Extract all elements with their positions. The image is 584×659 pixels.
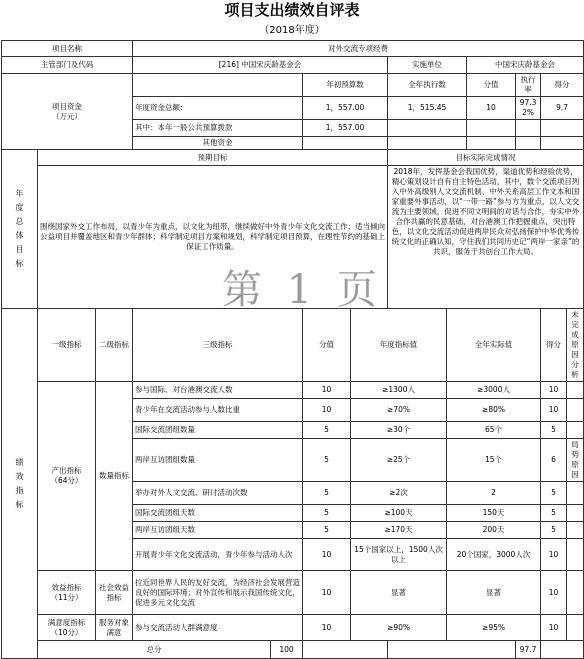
indicator-actual: 20个国家，3000人次: [447, 539, 541, 571]
indicator-target: ≥2次: [351, 482, 447, 505]
total-target-blank: [303, 641, 388, 659]
funds-sub-label: 其中：本年一般公共预算拨款: [133, 120, 303, 137]
indicator-name: 参与交流活动人群满意度: [133, 615, 303, 641]
funds-label: [2, 74, 133, 150]
funds-sub-got: [541, 120, 584, 137]
indicator-target: ≥1300人: [351, 382, 447, 399]
indicator-target: ≥100天: [351, 505, 447, 522]
quantity-label: 数量指标: [96, 382, 133, 571]
perf-header-reason: 未完成原因分析: [567, 309, 584, 382]
indicator-reason: [567, 571, 584, 615]
funds-sub-budget: 1，557.00: [303, 120, 388, 137]
indicator-got: 10: [541, 539, 567, 571]
funds-header-score: 分值: [467, 74, 516, 97]
funds-other-executed: [388, 137, 467, 150]
indicator-actual: 150天: [447, 505, 541, 522]
total-label: 总分: [38, 641, 271, 659]
dept-value: [216] 中国宋庆龄基金会: [133, 57, 388, 74]
funds-header-rate: 执行率: [516, 74, 541, 97]
satisfaction-label-text: 满意度指标 （10分）: [47, 617, 86, 637]
funds-total-rate: 97.32%: [516, 97, 541, 120]
indicator-name: 两岸互访团组数量: [133, 439, 303, 482]
indicator-got: 6: [541, 439, 567, 482]
funds-header-budget: 年初预算数: [303, 74, 388, 97]
goals-side-label-text: 年度总体目标: [15, 189, 24, 268]
output-label-text: 产出指标 （64分）: [50, 466, 83, 485]
indicator-score: 10: [303, 382, 351, 399]
social-label: 社会效益指标: [96, 571, 133, 615]
year-label: （2018年度）: [259, 25, 325, 36]
funds-label-text: 项目资金 （万元）: [52, 101, 83, 121]
indicator-score: 5: [303, 482, 351, 505]
funds-other-label: 其他资金: [133, 137, 303, 150]
perf-header-target: 年度指标值: [351, 309, 447, 382]
goals-preset-header: 预期目标: [38, 150, 388, 166]
perf-header-got: 得分: [541, 309, 567, 382]
indicator-got: 5: [541, 505, 567, 522]
indicator-reason: [567, 539, 584, 571]
indicator-name: 开展青少年文化交流活动，青少年参与活动人次: [133, 539, 303, 571]
indicator-actual: 65个: [447, 422, 541, 439]
indicator-reason: [567, 522, 584, 539]
page-title: 项目支出绩效自评表: [224, 1, 360, 19]
funds-total-budget: 1，557.00: [303, 97, 388, 120]
page-watermark: 第 1 页: [222, 267, 383, 313]
output-label: [38, 382, 96, 571]
indicator-score: 5: [303, 522, 351, 539]
perf-header-level3: 三级指标: [133, 309, 303, 382]
perf-side-label: [2, 309, 38, 659]
funds-total-label: 年度资金总额:: [133, 97, 303, 120]
indicator-got: 5: [541, 482, 567, 505]
funds-sub-score: [467, 120, 516, 137]
indicator-actual: 显著: [447, 571, 541, 615]
benefit-label-text: 效益指标 （11分）: [50, 582, 83, 602]
indicator-got: 10: [541, 571, 567, 615]
indicator-name: 青少年在交流活动参与人数比重: [133, 399, 303, 422]
funds-total-executed: 1，515.45: [388, 97, 467, 120]
indicator-score: 10: [303, 539, 351, 571]
goals-preset-text: 围绕国家外交工作布局，以青少年为重点，以文化为纽带，继续做好中外青少年文化交流工作；适当倾向公益项目并覆盖地区和青少年群体；科学制定项目方案和规划，科学制定项目预算，在理性节约的基础上保证工作质量。: [38, 166, 388, 309]
table-row: [2, 615, 584, 641]
perf-side-label-text: 绩效指标: [15, 457, 24, 509]
indicator-got: 10: [541, 399, 567, 422]
indicator-score: 10: [303, 571, 351, 615]
indicator-got: 5: [541, 422, 567, 439]
indicator-reason: [567, 399, 584, 422]
indicator-actual: ≥95%: [447, 615, 541, 641]
indicator-actual: ≥80%: [447, 399, 541, 422]
indicator-target: ≥30个: [351, 422, 447, 439]
evaluation-table: [1, 40, 584, 659]
project-name-value: 对外交流专项经费: [133, 41, 584, 57]
indicator-target: ≥25个: [351, 439, 447, 482]
indicator-score: 10: [303, 399, 351, 422]
funds-other-got: [541, 137, 584, 150]
total-row: [2, 641, 584, 659]
funds-other-rate: [516, 137, 541, 150]
funds-other-budget: [303, 137, 388, 150]
indicator-score: 5: [303, 422, 351, 439]
funds-header-executed: 全年执行数: [388, 74, 467, 97]
indicator-actual: 200天: [447, 522, 541, 539]
indicator-name: 举办对外人文交流、研讨活动次数: [133, 482, 303, 505]
indicator-reason: [567, 422, 584, 439]
funds-sub-executed: [388, 120, 467, 137]
perf-header-score: 分值: [303, 309, 351, 382]
total-reason-blank: [541, 641, 584, 659]
indicator-reason: [567, 615, 584, 641]
goals-actual-header: 目标实际完成情况: [388, 150, 584, 166]
indicator-target: 15个国家以上，1500人次以上: [351, 539, 447, 571]
perf-header-level2: 二级指标: [96, 309, 133, 382]
indicator-score: 10: [303, 615, 351, 641]
service-label: 服务对象满意: [96, 615, 133, 641]
funds-total-score: 10: [467, 97, 516, 120]
perf-header-actual: 全年实际值: [447, 309, 541, 382]
indicator-name: 国际交流团组数量: [133, 422, 303, 439]
indicator-score: 5: [303, 505, 351, 522]
indicator-target: 显著: [351, 571, 447, 615]
indicator-reason: [567, 482, 584, 505]
indicator-actual: 2: [447, 482, 541, 505]
indicator-actual: 15个: [447, 439, 541, 482]
indicator-name: 两岸互访团组天数: [133, 522, 303, 539]
funds-header-blank: [133, 74, 303, 97]
indicator-target: ≥90%: [351, 615, 447, 641]
indicator-actual: ≥3000人: [447, 382, 541, 399]
impl-value: 中国宋庆龄基金会: [467, 57, 584, 74]
indicator-reason: 局势原因: [567, 439, 584, 482]
benefit-label: [38, 571, 96, 615]
project-name-label: 项目名称: [2, 41, 133, 57]
total-actual-blank: [388, 641, 516, 659]
satisfaction-label: [38, 615, 96, 641]
indicator-name: 拉近同世界人民的友好交流，为经济社会发展营造良好的国际环境；对外宣传和展示我国传统文化，促进多元文化交流: [133, 571, 303, 615]
indicator-target: ≥70%: [351, 399, 447, 422]
indicator-reason: [567, 505, 584, 522]
table-row: [2, 382, 584, 399]
indicator-name: 参与国际、对台港澳交流人数: [133, 382, 303, 399]
impl-label: 实施单位: [388, 57, 467, 74]
funds-header-got: 得分: [541, 74, 584, 97]
indicator-name: 国际交流团组天数: [133, 505, 303, 522]
total-score: 100: [271, 641, 303, 659]
funds-total-got: 9.7: [541, 97, 584, 120]
indicator-got: 10: [541, 382, 567, 399]
perf-header-level1: 一级指标: [38, 309, 96, 382]
dept-label: 主管部门及代码: [2, 57, 133, 74]
table-row: [2, 571, 584, 615]
indicator-target: ≥170天: [351, 522, 447, 539]
indicator-reason: [567, 382, 584, 399]
total-got: 97.7: [516, 641, 541, 659]
goals-actual-text: 2018年，发挥基金会我国优势，渠道优势和经验优势，精心策划设计自有自主特色活动，其中，数个交流项目列入中外高级别人文交流机制、中外关系高层工作文本和国家重要外事活动，以“一带一路”参与方为重点，以人文交流为主要领域，促进不同文明间的对话与合作，夯实中外合作共赢的民意基础，对台港澳工作把握重点，突出特色，以文化交流活动促进两岸民众对弘扬保护中华优秀传统文化的正确认知，守住我们共同历史记“两岸一家亲”的共识，服务于共创台工作大局。: [388, 166, 584, 309]
indicator-score: 5: [303, 439, 351, 482]
indicator-got: 5: [541, 522, 567, 539]
funds-other-score: [467, 137, 516, 150]
indicator-got: 10: [541, 615, 567, 641]
goals-side-label: [2, 150, 38, 309]
funds-sub-rate: [516, 120, 541, 137]
